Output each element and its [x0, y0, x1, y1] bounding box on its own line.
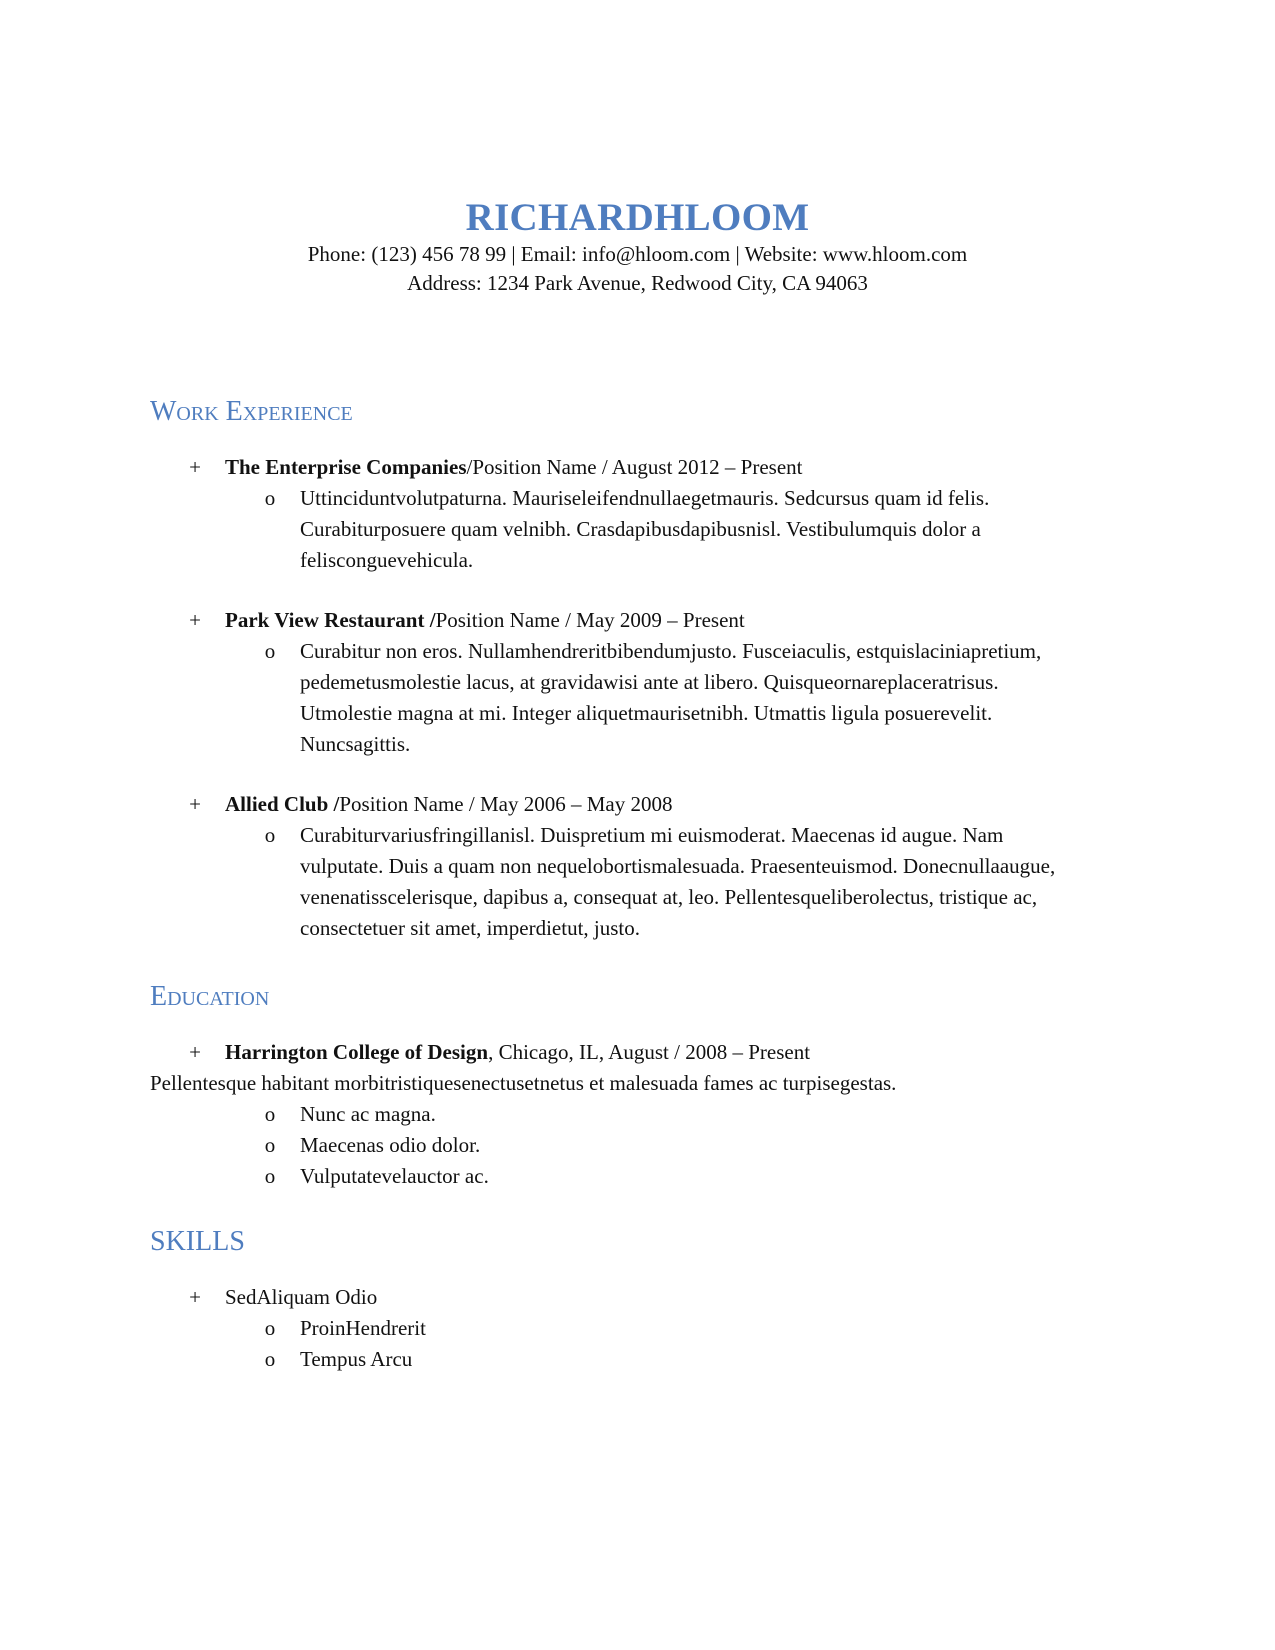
plus-bullet-icon: + [189, 608, 201, 632]
company-name: The Enterprise Companies [225, 455, 467, 479]
education-item: o Vulputatevelauctor ac. [150, 1161, 1150, 1192]
circle-bullet-icon: o [264, 1347, 276, 1371]
skill-item: o Tempus Arcu [150, 1344, 1150, 1375]
plus-bullet-icon: + [189, 455, 201, 479]
description-line: Curabiturvariusfringillanisl. Duispretium mi euismoderat. Maecenas id augue. Nam [300, 823, 1004, 847]
skill-item: o ProinHendrerit [150, 1313, 1150, 1344]
description-line: Curabitur non eros. Nullamhendreritbibendumjusto. Fusceiaculis, estquislaciniapretium, [300, 639, 1042, 663]
description-line: consectetuer sit amet, imperdietut, justo. [300, 916, 640, 940]
education-entry [150, 1037, 1150, 1068]
education-description: Pellentesque habitant morbitristiquesenectusetnetus et malesuada fames ac turpisegestas. [150, 1071, 897, 1095]
plus-bullet-icon: + [189, 1040, 201, 1064]
circle-bullet-icon: o [264, 1316, 276, 1340]
circle-bullet-icon: o [264, 1102, 276, 1126]
position-dates: Position Name / May 2009 – Present [435, 608, 745, 632]
skills-heading: SKILLS [150, 1226, 245, 1257]
work-description [150, 820, 1150, 944]
description-line: pedemetusmolestie lacus, at gravidawisi ante at libero. Quisqueornareplaceratrisus. [300, 670, 999, 694]
plus-bullet-icon: + [189, 1285, 201, 1309]
work-experience-heading: Work Experience [150, 396, 353, 427]
position-dates: Position Name / May 2006 – May 2008 [339, 792, 673, 816]
description-line: Curabiturposuere quam velnibh. Crasdapibusdapibusnisl. Vestibulumquis dolor a [300, 517, 981, 541]
description-line: venenatisscelerisque, dapibus a, consequat at, leo. Pellentesqueliberolectus, tristique ac, [300, 885, 1038, 909]
candidate-name: RICHARDHLOOM [465, 196, 810, 239]
company-name: Park View Restaurant / [225, 608, 436, 632]
description-line: Uttinciduntvolutpaturna. Mauriseleifendnullaegetmauris. Sedcursus quam id felis. [300, 486, 990, 510]
description-line: Utmolestie magna at mi. Integer aliquetmaurisetnibh. Utmattis ligula posuerevelit. [300, 701, 993, 725]
school-details: , Chicago, IL, August / 2008 – Present [488, 1040, 811, 1064]
circle-bullet-icon: o [264, 1133, 276, 1157]
circle-bullet-icon: o [264, 823, 276, 847]
work-entry [150, 452, 1150, 483]
education-item: o Nunc ac magna. [150, 1099, 1150, 1130]
description-line: felisconguevehicula. [300, 548, 474, 572]
contact-line: Phone: (123) 456 78 99 | Email: info@hloom.com | Website: www.hloom.com [307, 242, 968, 266]
position-dates: /Position Name / August 2012 – Present [466, 455, 803, 479]
skills-section [150, 1282, 1150, 1375]
description-line: Nuncsagittis. [300, 732, 411, 756]
skill-entry [150, 1282, 1150, 1313]
address-line: Address: 1234 Park Avenue, Redwood City, CA 94063 [407, 271, 868, 295]
work-entry [150, 789, 1150, 820]
work-experience-section [150, 452, 1150, 944]
work-description [150, 636, 1150, 760]
work-description [150, 483, 1150, 576]
education-heading: Education [150, 981, 270, 1012]
company-name: Allied Club / [225, 792, 340, 816]
skill-name: SedAliquam Odio [225, 1285, 378, 1309]
plus-bullet-icon: + [189, 792, 201, 816]
work-entry [150, 605, 1150, 636]
education-section [150, 1037, 1150, 1192]
education-item: o Maecenas odio dolor. [150, 1130, 1150, 1161]
resume-header [0, 196, 1275, 298]
school-name: Harrington College of Design [225, 1040, 489, 1064]
circle-bullet-icon: o [264, 486, 276, 510]
circle-bullet-icon: o [264, 1164, 276, 1188]
description-line: vulputate. Duis a quam non nequelobortismalesuada. Praesenteuismod. Donecnullaaugue, [300, 854, 1056, 878]
circle-bullet-icon: o [264, 639, 276, 663]
